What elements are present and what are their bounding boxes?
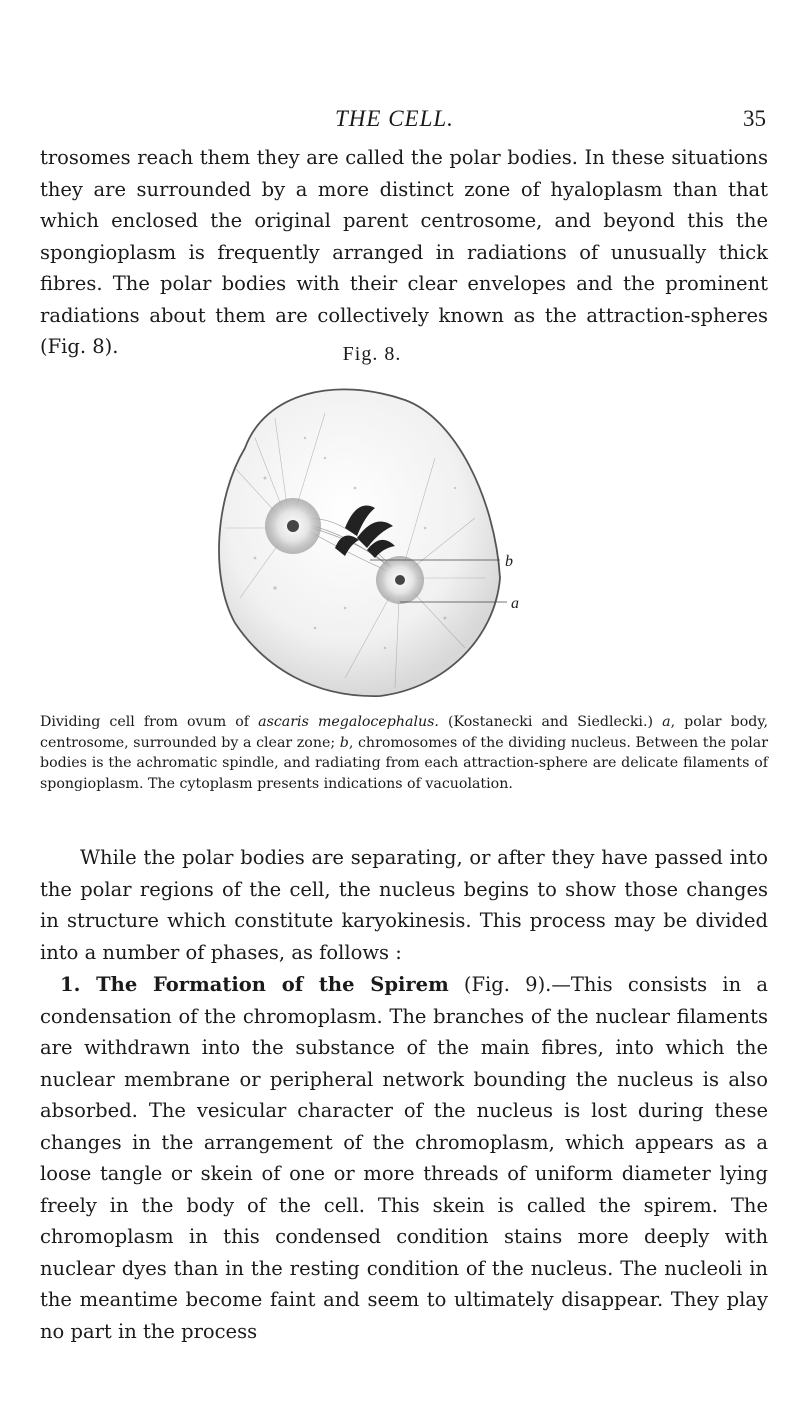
caption-species: ascaris megalocephalus. xyxy=(258,714,439,730)
caption-rest: , chromosomes of the dividing nucleus. Between the polar bodies is the achromatic spindle, and radiating from each attraction-sphere are delicate filaments of spongioplasm. The cytoplasm presents indications of vacuolation. xyxy=(40,734,769,792)
caption-mid: (Kostanecki and Siedlecki.) xyxy=(438,714,663,730)
caption-b-letter: b xyxy=(339,734,349,751)
dividing-cell-illustration xyxy=(195,378,560,708)
caption-mid2: , polar body, centrosome, surrounded by a clear zone; xyxy=(40,714,768,751)
paragraph-2: While the polar bodies are separating, or after they have passed into the polar regions of the cell, the nucleus begins to show those changes in structure which constitute karyokinesis. This process may be divided into a number of phases, as follows : xyxy=(40,846,768,964)
section-heading-spirem: 1. The Formation of the Spirem xyxy=(60,973,449,996)
figure-dividing-cell xyxy=(195,378,560,708)
label-a: a xyxy=(511,595,519,612)
caption-a-letter: a xyxy=(662,714,671,730)
page-number: 35 xyxy=(743,106,766,131)
figure-label: Fig. 8. xyxy=(342,343,402,365)
figure-caption xyxy=(40,712,768,794)
caption-lead: Dividing cell from ovum of xyxy=(40,714,259,730)
cell-outline xyxy=(219,389,500,696)
running-title: THE CELL. xyxy=(335,106,454,131)
paragraph-3 xyxy=(40,969,768,1347)
running-head xyxy=(0,102,800,138)
paragraph-1: trosomes reach them they are called the polar bodies. In these situations they are surrounded by a more distinct zone of hyaloplasm than that which enclosed the original parent centrosome, and beyond this the spongioplasm is frequently arranged in radiations of unusually thick fibres. The polar bodies with their clear envelopes and the prominent radiations about them are collectively known as the attraction-spheres (Fig. 8). xyxy=(40,146,768,358)
label-b: b xyxy=(505,553,513,570)
paragraph-3-text: (Fig. 9).—This consists in a condensation of the chromoplasm. The branches of the nuclear filaments are withdrawn into the substance of the main fibres, into which the nuclear membrane or peripheral network bounding the nucleus is also absorbed. The vesicular character of the nucleus is lost during these changes in the arrangement of the chromoplasm, which appears as a loose tangle or skein of one or more threads of uniform diameter lying freely in the body of the cell. This skein is called the spirem. The chromoplasm in this condensed condition stains more deeply with nuclear dyes than in the resting condition of the nucleus. The nucleoli in the meantime become faint and seem to ultimately disappear. They play no part in the process xyxy=(40,973,768,1343)
